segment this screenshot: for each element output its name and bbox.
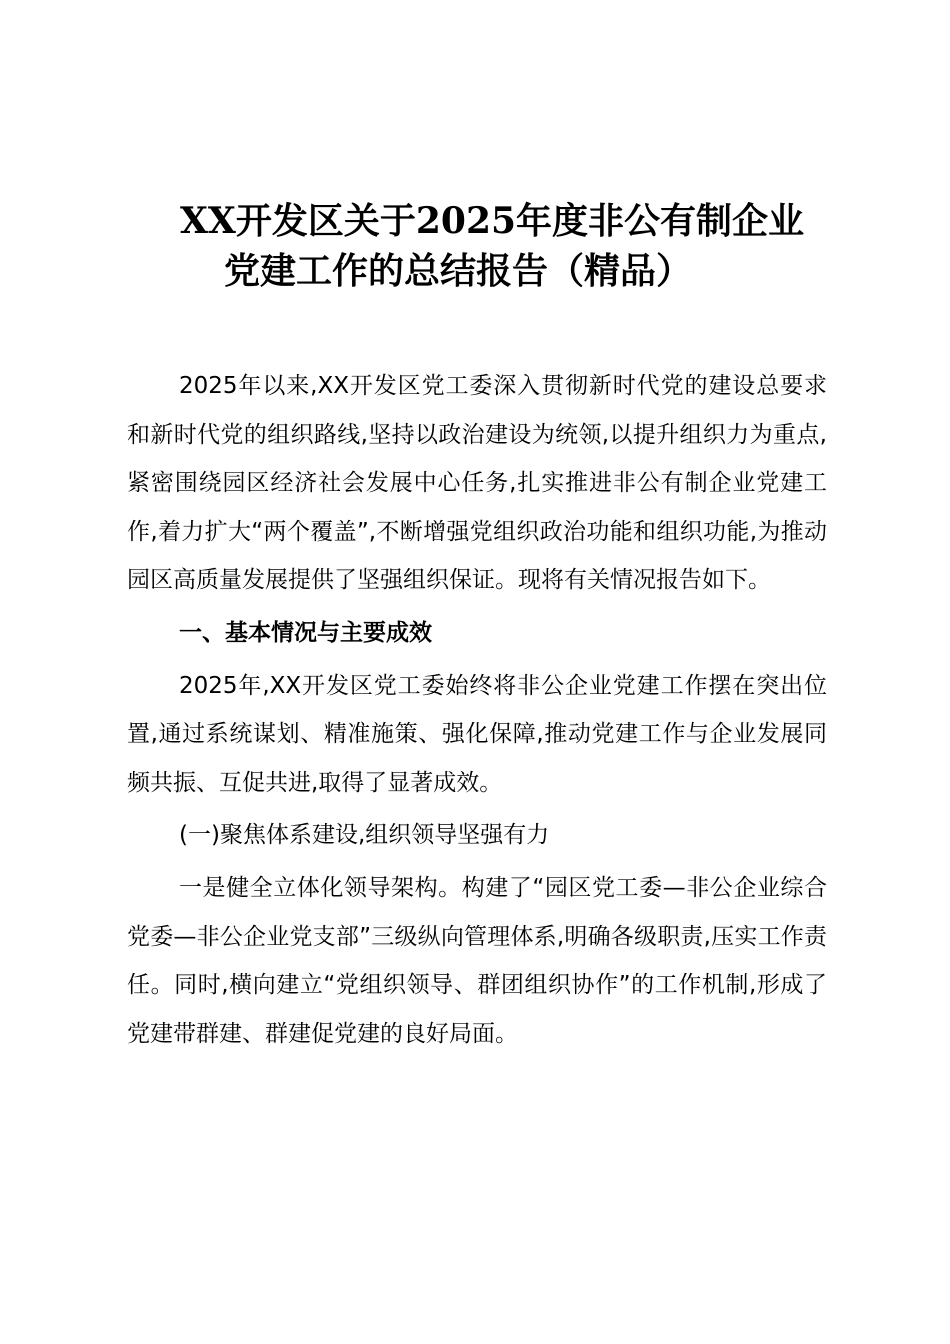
intro-paragraph: 2025年以来,XX开发区党工委深入贯彻新时代党的建设总要求和新时代党的组织路线,坚持以政治建设为统领,以提升组织力为重点,紧密围绕园区经济社会发展中心任务,扎实推进非公有制企业党建工作,着力扩大“两个覆盖”,不断增强党组织政治功能和组织功能,为推动园区高质量发展提供了坚强组织保证。现将有关情况报告如下。 [127, 373, 827, 594]
section-paragraph-1: 2025年,XX开发区党工委始终将非公企业党建工作摆在突出位置,通过系统谋划、精准施策、强化保障,推动党建工作与企业发展同频共振、互促共进,取得了显著成效。 [127, 672, 827, 796]
title-line-1: XX开发区关于2025年度非公有制企业 [180, 200, 805, 242]
document-title [120, 196, 880, 296]
subsection-heading-1: (一)聚焦体系建设,组织领导坚强有力 [179, 822, 550, 849]
subsection-paragraph-1: 一是健全立体化领导架构。构建了“园区党工委—非公企业综合党委—非公企业党支部”三级纵向管理体系,明确各级职责,压实工作责任。同时,横向建立“党组织领导、群团组织协作”的工作机制,形成了党建带群建、群建促党建的良好局面。 [127, 874, 828, 1047]
section-heading-1: 一、基本情况与主要成效 [179, 619, 432, 646]
title-line-2: 党建工作的总结报告（精品） [224, 250, 693, 292]
document-body [127, 362, 827, 1062]
